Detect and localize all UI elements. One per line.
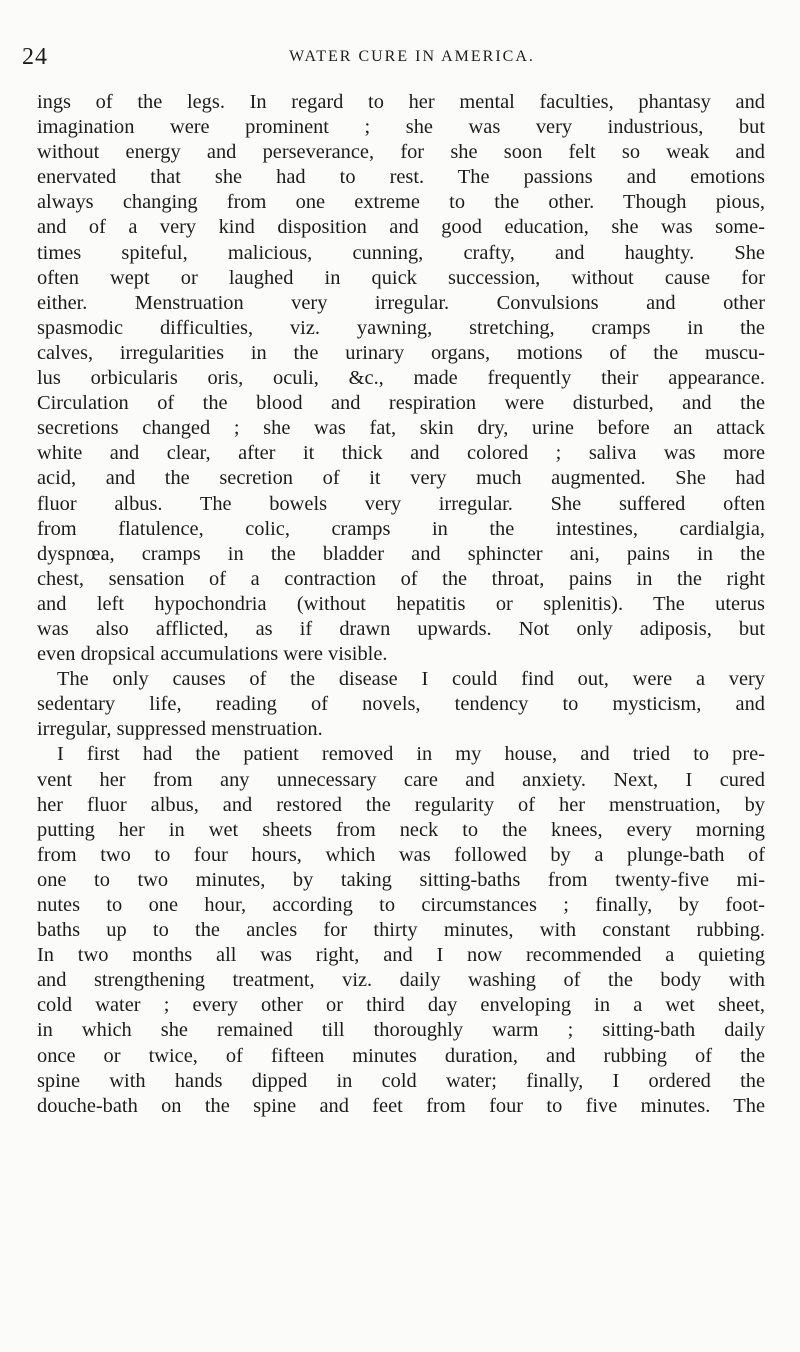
text-line: nutes to one hour, according to circumstances ; finally, by foot- xyxy=(37,894,765,916)
text-line: and of a very kind disposition and good education, she was some- xyxy=(37,216,765,239)
text-line: irregular, suppressed menstruation. xyxy=(37,718,323,741)
text-line: sedentary life, reading of novels, tendency to mysticism, and xyxy=(37,693,765,716)
text-line: baths up to the ancles for thirty minutes, with constant rubbing. xyxy=(37,919,765,942)
text-line: In two months all was right, and I now recommended a quieting xyxy=(37,944,765,967)
text-line: chest, sensation of a contraction of the throat, pains in the right xyxy=(37,567,765,590)
text-line: and left hypochondria (without hepatitis or splenitis). The uterus xyxy=(37,592,765,615)
text-line: douche-bath on the spine and feet from four to five minutes. The xyxy=(37,1094,765,1117)
text-line: times spiteful, malicious, cunning, crafty, and haughty. She xyxy=(37,241,765,264)
text-line: lus orbicularis oris, oculi, &c., made frequently their appearance. xyxy=(37,367,765,390)
text-line: putting her in wet sheets from neck to the knees, every morning xyxy=(37,818,765,841)
text-line: imagination were prominent ; she was very industrious, but xyxy=(37,116,765,139)
text-line: white and clear, after it thick and colored ; saliva was more xyxy=(37,442,765,465)
text-line: once or twice, of fifteen minutes duration, and rubbing of the xyxy=(37,1044,765,1067)
text-line: was also afflicted, as if drawn upwards. Not only adiposis, but xyxy=(37,617,765,640)
body-text xyxy=(37,90,765,1119)
text-line: spine with hands dipped in cold water; finally, I ordered the xyxy=(37,1069,765,1092)
text-line: either. Menstruation very irregular. Convulsions and other xyxy=(37,291,765,314)
text-line: always changing from one extreme to the other. Though pious, xyxy=(37,191,765,214)
text-line: without energy and perseverance, for she soon felt so weak and xyxy=(37,141,765,164)
text-line: fluor albus. The bowels very irregular. She suffered often xyxy=(37,492,765,515)
text-line: one to two minutes, by taking sitting-baths from twenty-five mi- xyxy=(37,868,765,891)
text-line: even dropsical accumulations were visible. xyxy=(37,643,388,666)
text-line: ings of the legs. In regard to her mental faculties, phantasy and xyxy=(37,91,765,113)
text-line: vent her from any unnecessary care and anxiety. Next, I cured xyxy=(37,768,765,791)
text-line: from flatulence, colic, cramps in the intestines, cardialgia, xyxy=(37,517,765,540)
text-line: The only causes of the disease I could find out, were a very xyxy=(57,668,765,691)
text-line: often wept or laughed in quick succession, without cause for xyxy=(37,266,765,289)
text-line: from two to four hours, which was followed by a plunge-bath of xyxy=(37,843,765,866)
running-title: WATER CURE IN AMERICA. xyxy=(289,48,535,65)
text-line: cold water ; every other or third day enveloping in a wet sheet, xyxy=(37,994,765,1017)
text-line: acid, and the secretion of it very much augmented. She had xyxy=(37,467,765,490)
page-number: 24 xyxy=(22,44,48,70)
text-line: her fluor albus, and restored the regularity of her menstruation, by xyxy=(37,793,765,816)
text-line: spasmodic difficulties, viz. yawning, stretching, cramps in the xyxy=(37,316,765,339)
text-line: calves, irregularities in the urinary organs, motions of the muscu- xyxy=(37,341,765,364)
running-head xyxy=(22,44,762,74)
text-line: I first had the patient removed in my house, and tried to pre- xyxy=(57,743,765,766)
text-line: in which she remained till thoroughly warm ; sitting-bath daily xyxy=(37,1019,765,1042)
text-line: Circulation of the blood and respiration were disturbed, and the xyxy=(37,392,765,415)
text-line: dyspnœa, cramps in the bladder and sphincter ani, pains in the xyxy=(37,542,765,565)
text-line: and strengthening treatment, viz. daily washing of the body with xyxy=(37,969,765,992)
text-line: secretions changed ; she was fat, skin dry, urine before an attack xyxy=(37,417,765,440)
text-line: enervated that she had to rest. The passions and emotions xyxy=(37,166,765,189)
